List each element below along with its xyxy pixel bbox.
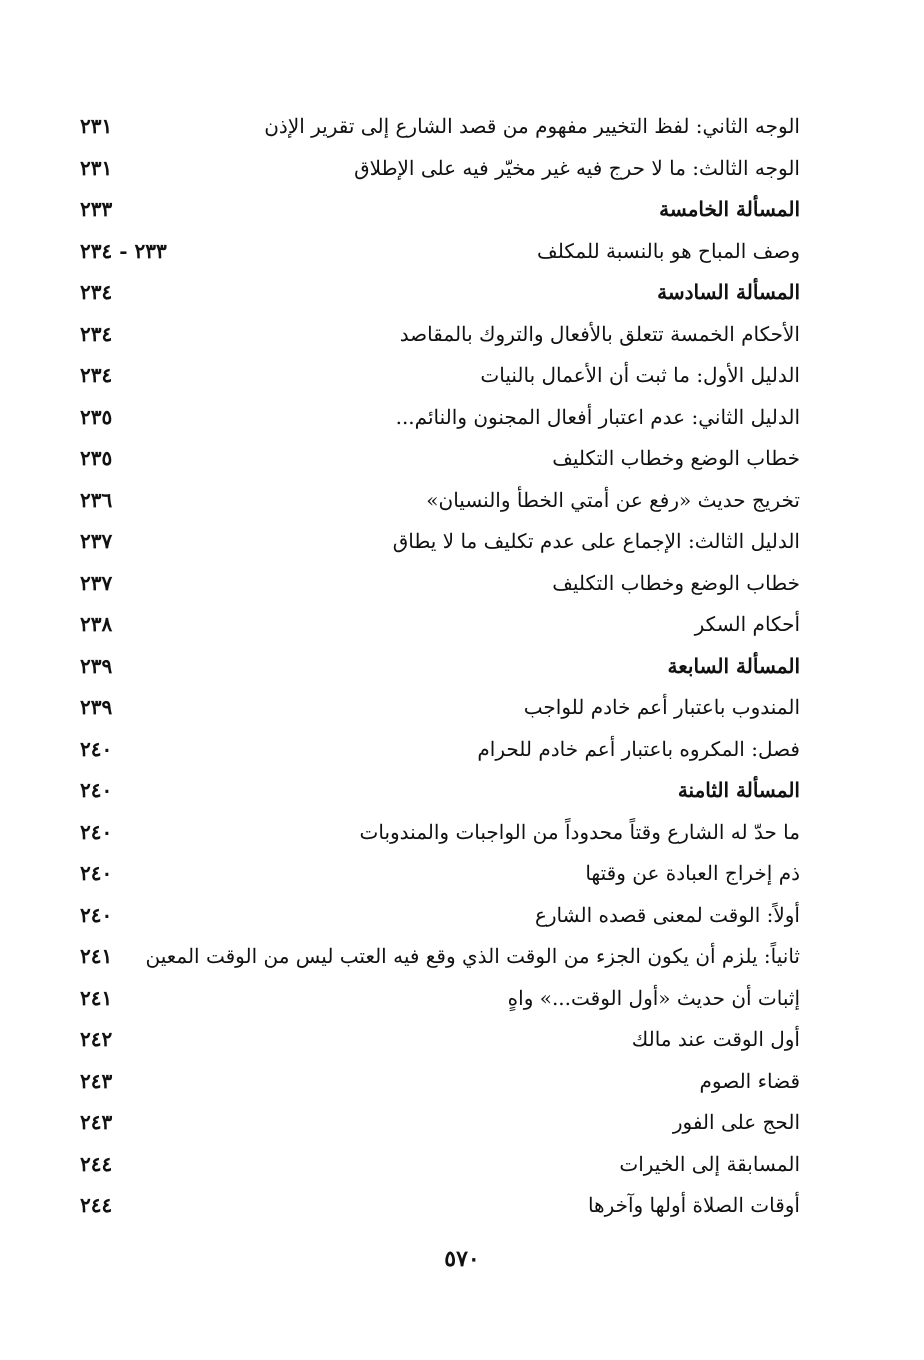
toc-entry-title: المندوب باعتبار أعم خادم للواجب	[523, 695, 800, 719]
toc-entry	[80, 1102, 800, 1142]
toc-entry-title: ذم إخراج العبادة عن وقتها	[585, 861, 800, 885]
toc-entry	[80, 853, 800, 893]
toc-entry-page: ٢٤٠	[80, 861, 113, 885]
toc-entry-page: ٢٣٨	[80, 612, 113, 636]
toc-section-heading	[80, 770, 800, 810]
toc-entry-page: ٢٤٣	[80, 1110, 113, 1134]
toc-entry	[80, 563, 800, 603]
toc-entry-title: المسألة الثامنة	[677, 778, 800, 802]
toc-entry-title: ثانياً: يلزم أن يكون الجزء من الوقت الذي وقع فيه العتب ليس من الوقت المعين	[145, 944, 800, 968]
toc-entry-title: أوقات الصلاة أولها وآخرها	[587, 1193, 800, 1217]
toc-entry-page: ٢٣١	[80, 114, 113, 138]
toc-entry	[80, 148, 800, 188]
toc-entry	[80, 314, 800, 354]
toc-entry-title: أحكام السكر	[694, 612, 800, 636]
toc-entry-page: ٢٣٥	[80, 446, 113, 470]
toc-entry-title: المسألة السابعة	[667, 653, 800, 678]
toc-entry-page: ٢٤٣	[80, 1068, 113, 1093]
toc-entry-page: ٢٤٠	[80, 778, 113, 802]
page-number: ٥٧٠	[444, 1246, 480, 1272]
toc-entry-page: ٢٤٠	[80, 736, 113, 761]
toc-entry-title: إثبات أن حديث «أول الوقت...» واهٍ	[507, 985, 800, 1010]
toc-entry-page: ٢٤١	[80, 985, 113, 1010]
toc-entry-title: أول الوقت عند مالك	[631, 1027, 800, 1051]
toc-entry-title: المسألة الخامسة	[659, 197, 800, 221]
toc-entry	[80, 936, 800, 976]
toc-entry-page: ٢٣٤	[80, 363, 113, 387]
toc-section-heading	[80, 189, 800, 229]
toc-entry-title: الأحكام الخمسة تتعلق بالأفعال والتروك بالمقاصد	[399, 321, 800, 346]
toc-entry-page: ٢٣٣	[80, 197, 113, 221]
toc-section-heading	[80, 646, 800, 686]
toc-entry-page: ٢٣٧	[80, 570, 113, 595]
toc-entry-page: ٢٤٢	[80, 1027, 113, 1051]
toc-entry	[80, 355, 800, 395]
toc-entry-title: الدليل الأول: ما ثبت أن الأعمال بالنيات	[480, 363, 800, 387]
toc-entry	[80, 231, 800, 271]
toc-entry-page: ٢٣٤	[80, 280, 113, 304]
toc-entry	[80, 604, 800, 644]
toc-entry	[80, 1019, 800, 1059]
toc-entry-title: خطاب الوضع وخطاب التكليف	[552, 446, 800, 470]
toc-entry-page: ٢٣٧	[80, 529, 113, 553]
toc-entry	[80, 397, 800, 437]
toc-entry-page: ٢٣١	[80, 155, 113, 180]
toc-entry	[80, 1061, 800, 1101]
toc-entry-title: الدليل الثالث: الإجماع على عدم تكليف ما لا يطاق	[392, 529, 800, 553]
toc-entry-page: ٢٣٥	[80, 404, 113, 429]
toc-entry-page: ٢٤٤	[80, 1193, 113, 1217]
toc-entry-title: ما حدّ له الشارع وقتاً محدوداً من الواجبات والمندوبات	[359, 819, 800, 844]
toc-entry	[80, 729, 800, 769]
toc-entry-page: ٢٣٦	[80, 487, 113, 512]
toc-entry	[80, 521, 800, 561]
toc-entry	[80, 978, 800, 1018]
toc-entry-title: وصف المباح هو بالنسبة للمكلف	[537, 238, 800, 263]
toc-entry-title: أولاً: الوقت لمعنى قصده الشارع	[534, 902, 800, 927]
toc-entry-page: ٢٤٠	[80, 902, 113, 927]
toc-entry-title: المسألة السادسة	[657, 280, 800, 304]
toc-entry-page: ٢٣٤	[80, 321, 113, 346]
toc-entry	[80, 812, 800, 852]
toc-entry-page: ٢٣٩	[80, 653, 113, 678]
toc-entry-page: ٢٣٩	[80, 695, 113, 719]
toc-entry	[80, 106, 800, 146]
toc-entry-title: الوجه الثاني: لفظ التخيير مفهوم من قصد الشارع إلى تقرير الإذن	[264, 114, 800, 138]
toc-entry-title: الدليل الثاني: عدم اعتبار أفعال المجنون والنائم...	[395, 404, 800, 429]
toc-entry-title: تخريج حديث «رفع عن أمتي الخطأ والنسيان»	[426, 487, 800, 512]
toc-entry-page: ٢٤٤	[80, 1151, 113, 1176]
toc-entry-page: ٢٣٣ - ٢٣٤	[80, 238, 167, 263]
toc-entry-title: المسابقة إلى الخيرات	[619, 1151, 800, 1176]
toc-entry-title: الحج على الفور	[672, 1110, 800, 1134]
toc-entry-title: الوجه الثالث: ما لا حرج فيه غير مخيّر فيه على الإطلاق	[354, 155, 800, 180]
toc-entry-title: خطاب الوضع وخطاب التكليف	[552, 570, 800, 595]
toc-entry	[80, 438, 800, 478]
toc-entry	[80, 1185, 800, 1225]
toc-entry-title: فصل: المكروه باعتبار أعم خادم للحرام	[477, 736, 800, 761]
toc-entry-title: قضاء الصوم	[699, 1068, 800, 1093]
toc-entry	[80, 895, 800, 935]
toc-entry	[80, 687, 800, 727]
toc-entry-page: ٢٤١	[80, 944, 113, 968]
toc-section-heading	[80, 272, 800, 312]
toc-entry	[80, 480, 800, 520]
toc-entry-page: ٢٤٠	[80, 819, 113, 844]
toc-entry	[80, 1144, 800, 1184]
